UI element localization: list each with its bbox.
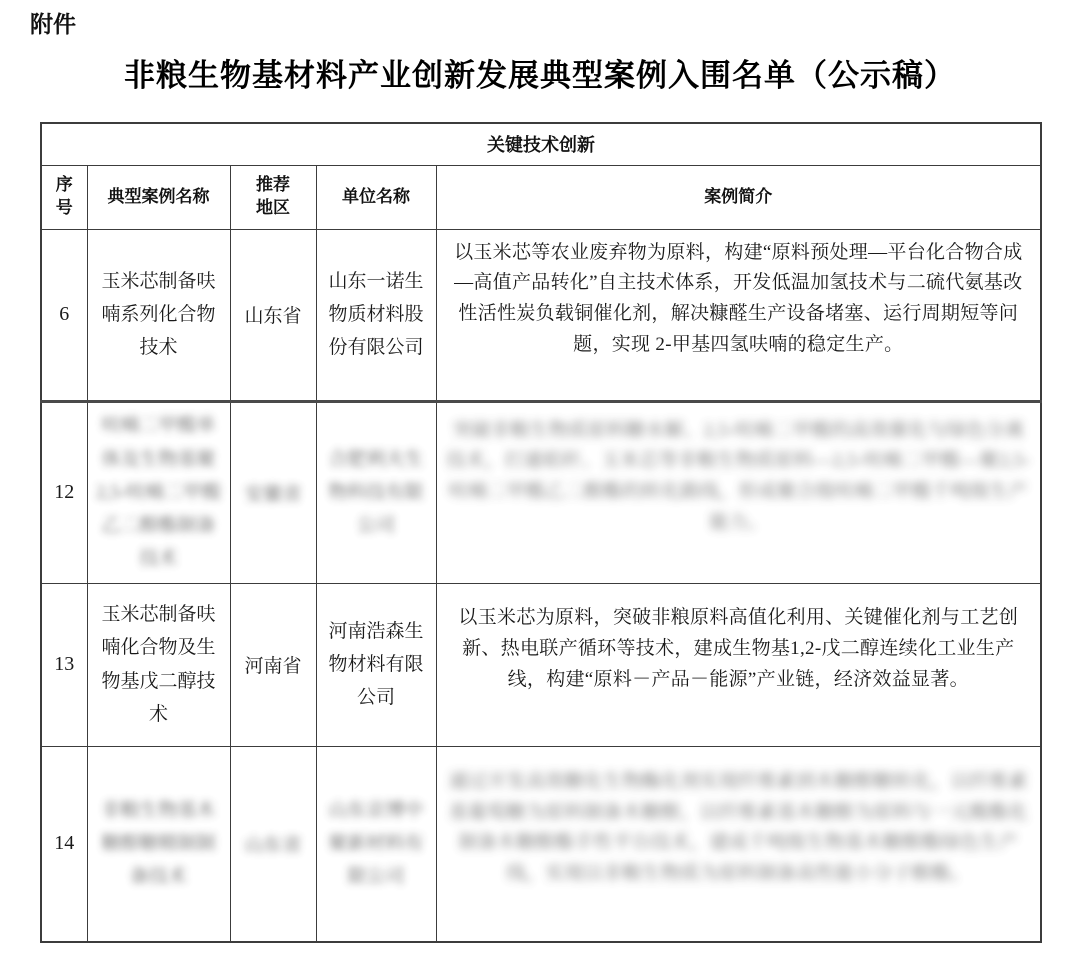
cell-org: 河南浩森生物材料有限公司 bbox=[316, 583, 436, 746]
col-header-case-name: 典型案例名称 bbox=[87, 165, 230, 229]
table-row-13 bbox=[41, 583, 1041, 746]
cell-case-name-blurred: 呋喃二甲酸单体及生物基聚2,5-呋喃二甲酸乙二醇酯制备技术 bbox=[87, 401, 230, 583]
col-header-desc: 案例简介 bbox=[436, 165, 1041, 229]
cell-desc: 以玉米芯等农业废弃物为原料，构建“原料预处理—平台化合物合成—高值产品转化”自主技术体系，开发低温加氢技术与二硫代氨基改性活性炭负载铜催化剂，解决糠醛生产设备堵塞、运行周期短等问题，实现 2-甲基四氢呋喃的稳定生产。 bbox=[436, 229, 1041, 401]
cell-region-blurred: 山东省 bbox=[230, 746, 316, 942]
cell-serial: 6 bbox=[41, 229, 87, 401]
attachment-label: 附件 bbox=[30, 11, 76, 37]
cases-table bbox=[40, 122, 1042, 943]
cell-serial: 14 bbox=[41, 746, 87, 942]
cell-desc-blurred: 通过开发高效糖化生物酶化剂实现纤维素到木糖醇糖转化，以纤维素基葡萄糖为原料制备木糖醇，以纤维素基木糖醇为原料与一元酸酯化制备木糖醇酯手性平台技术，建成千吨级生物基木糖醇酯绿色生产线，实现以非粮生物质为原料制备高性能小分子醇酯。 bbox=[436, 746, 1041, 942]
cell-org-blurred: 山东京博中聚新材料有限公司 bbox=[316, 746, 436, 942]
table-row-12-redacted bbox=[41, 401, 1041, 583]
table-column-header-row bbox=[41, 165, 1041, 229]
cell-desc: 以玉米芯为原料，突破非粮原料高值化利用、关键催化剂与工艺创新、热电联产循环等技术，建成生物基1,2-戊二醇连续化工业生产线，构建“原料－产品－能源”产业链，经济效益显著。 bbox=[436, 583, 1041, 746]
cell-desc-blurred: 突破非粮生物质原料糖水解、2,5-呋喃二甲酸的高效催化与绿色分离技术，打通秸秆、玉米芯等非粮生物质原料—2,5-呋喃二甲酸—聚2,5-呋喃二甲酸乙二醇酯的转化路线，形成聚合级呋喃二甲酸千吨级生产能力。 bbox=[436, 401, 1041, 583]
table-row-6 bbox=[41, 229, 1041, 401]
cell-org: 山东一诺生物质材料股份有限公司 bbox=[316, 229, 436, 401]
col-header-region: 推荐地区 bbox=[230, 165, 316, 229]
cell-serial: 12 bbox=[41, 401, 87, 583]
table-row-14-redacted bbox=[41, 746, 1041, 942]
col-header-serial: 序号 bbox=[41, 165, 87, 229]
cell-case-name: 玉米芯制备呋喃系列化合物技术 bbox=[87, 229, 230, 401]
cell-region: 河南省 bbox=[230, 583, 316, 746]
section-header: 关键技术创新 bbox=[41, 123, 1041, 165]
cell-case-name: 玉米芯制备呋喃化合物及生物基戊二醇技术 bbox=[87, 583, 230, 746]
table-section-header-row bbox=[41, 123, 1041, 165]
col-header-org: 单位名称 bbox=[316, 165, 436, 229]
cell-region-blurred: 安徽省 bbox=[230, 401, 316, 583]
cell-region: 山东省 bbox=[230, 229, 316, 401]
cell-org-blurred: 合肥利夫生物科技有限公司 bbox=[316, 401, 436, 583]
cell-case-name-blurred: 非粮生物基木糖醇糖精制制备技术 bbox=[87, 746, 230, 942]
page-title: 非粮生物基材料产业创新发展典型案例入围名单（公示稿） bbox=[124, 58, 956, 93]
cell-serial: 13 bbox=[41, 583, 87, 746]
